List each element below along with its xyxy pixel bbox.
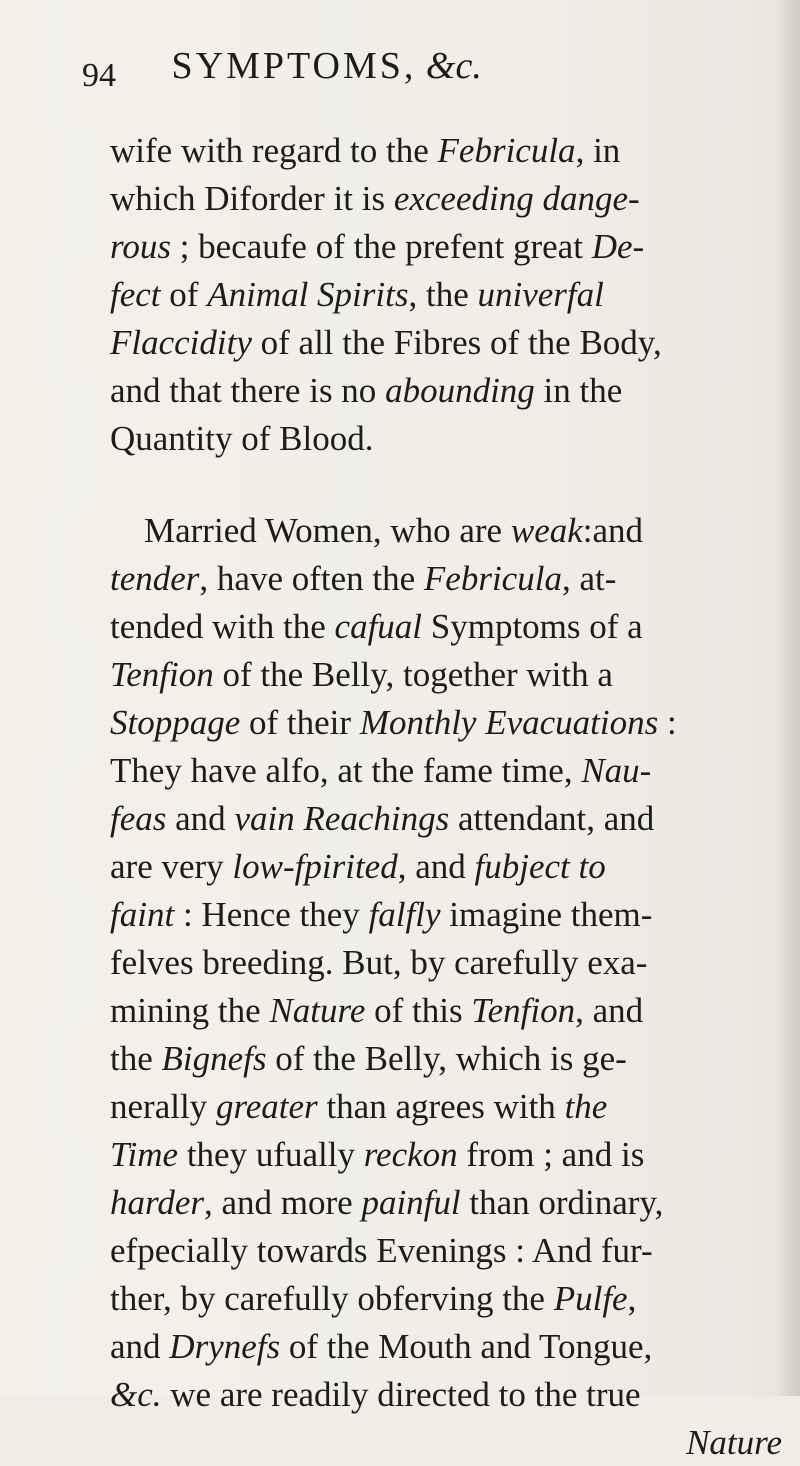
italic-text: harder — [110, 1183, 204, 1222]
italic-text: fubject to — [474, 847, 606, 886]
text-run: mining the — [110, 991, 270, 1030]
text-run: tended with the — [110, 607, 335, 646]
italic-text: falfly — [368, 895, 441, 934]
text-run: ther, by carefully obferving the — [110, 1279, 554, 1318]
text-line — [110, 368, 782, 414]
italic-text: Animal Spirits — [207, 275, 409, 314]
text-run: in the — [534, 371, 623, 410]
text-run: ; becaufe of the prefent great — [170, 227, 592, 266]
text-run: , — [627, 1279, 637, 1318]
italic-text: Bignefs — [161, 1039, 267, 1078]
text-line — [110, 892, 782, 938]
page-number: 94 — [82, 57, 116, 94]
text-run: nerally — [110, 1087, 216, 1126]
italic-text: Time — [110, 1135, 179, 1174]
text-line — [110, 1228, 782, 1274]
italic-text: Nau- — [581, 751, 652, 790]
text-run: efpecially towards Evenings : And fur- — [110, 1231, 653, 1270]
italic-text: abounding — [385, 371, 535, 410]
text-run: , and more — [203, 1183, 362, 1222]
text-line — [110, 1132, 782, 1178]
text-run: , and — [397, 847, 475, 886]
italic-text: tender — [110, 559, 200, 598]
text-run: from ; and is — [457, 1135, 645, 1174]
text-run: , at- — [561, 559, 617, 598]
italic-text: feas — [110, 799, 167, 838]
text-line — [110, 556, 782, 602]
text-run: of the Mouth and Tongue, — [280, 1327, 653, 1366]
text-line — [110, 1180, 782, 1226]
italic-text: Tenfion — [471, 991, 576, 1030]
text-run: the — [110, 1039, 162, 1078]
text-run: : Hence they — [174, 895, 369, 934]
italic-text: Monthly Evacuations — [359, 703, 659, 742]
text-run: , have often the — [199, 559, 424, 598]
text-run: felves breeding. But, by carefully exa- — [110, 943, 648, 982]
text-run: imagine them- — [440, 895, 653, 934]
italic-text: fect — [110, 275, 161, 314]
italic-text: univerfal — [477, 275, 604, 314]
text-line — [110, 988, 782, 1034]
text-line — [110, 176, 782, 222]
italic-text: Febricula — [423, 559, 562, 598]
italic-text: vain Reachings — [234, 799, 450, 838]
italic-text: &c. — [110, 1375, 162, 1414]
text-run: of all the Fibres of the Body, — [251, 323, 662, 362]
text-run: , the — [408, 275, 478, 314]
text-line — [110, 128, 782, 174]
text-run: and — [166, 799, 235, 838]
text-line — [110, 940, 782, 986]
text-run: than ordinary, — [460, 1183, 664, 1222]
italic-text: Nature — [269, 991, 366, 1030]
text-run: which Diforder it is — [110, 179, 394, 218]
italic-text: Flaccidity — [110, 323, 252, 362]
text-run: Symptoms of a — [422, 607, 643, 646]
italic-text: Nature — [686, 1423, 782, 1462]
italic-text: exceeding dange- — [393, 179, 640, 218]
italic-text: rous — [110, 227, 171, 266]
text-line — [110, 1372, 782, 1418]
text-run: and that there is no — [110, 371, 386, 410]
text-run: : — [658, 703, 677, 742]
text-line — [110, 796, 782, 842]
text-run: are very — [110, 847, 233, 886]
text-run: attendant, and — [449, 799, 655, 838]
text-line — [110, 1276, 782, 1322]
italic-text: faint — [110, 895, 175, 934]
text-line — [110, 1084, 782, 1130]
italic-text: reckon — [363, 1135, 458, 1174]
text-line — [110, 1420, 782, 1466]
text-line — [110, 748, 782, 794]
running-title-suffix: &c. — [425, 45, 482, 87]
italic-text: Tenfion — [110, 655, 214, 694]
text-run: of the Belly, together with a — [213, 655, 613, 694]
italic-text: cafual — [334, 607, 423, 646]
text-line — [110, 844, 782, 890]
italic-text: low-fpirited — [232, 847, 398, 886]
text-run: we are readily directed to the true — [161, 1375, 641, 1414]
text-line — [110, 1324, 782, 1370]
italic-text: painful — [361, 1183, 461, 1222]
text-run: than agrees with — [317, 1087, 565, 1126]
text-line — [110, 320, 782, 366]
italic-text: greater — [215, 1087, 318, 1126]
text-run: of — [160, 275, 208, 314]
text-line — [110, 272, 782, 318]
text-run: , in — [575, 131, 621, 170]
text-run: of the Belly, which is ge- — [266, 1039, 627, 1078]
italic-text: Stoppage — [110, 703, 241, 742]
italic-text: weak — [510, 511, 583, 550]
italic-text: Drynefs — [169, 1327, 281, 1366]
text-run: :and — [582, 511, 644, 550]
text-run: wife with regard to the — [110, 131, 438, 170]
italic-text: Pulfe — [553, 1279, 628, 1318]
text-run: of this — [365, 991, 472, 1030]
text-line — [110, 700, 782, 746]
text-run: they ufually — [178, 1135, 364, 1174]
text-run: of their — [240, 703, 360, 742]
text-line — [110, 224, 782, 270]
text-line — [110, 652, 782, 698]
italic-text: Febricula — [437, 131, 576, 170]
text-line — [110, 416, 710, 462]
text-run: and — [110, 1327, 170, 1366]
text-run: Married Women, who are — [144, 511, 511, 550]
italic-text: the — [564, 1087, 608, 1126]
text-run: , and — [575, 991, 644, 1030]
text-line — [144, 508, 782, 554]
text-run: They have alfo, at the fame time, — [110, 751, 582, 790]
text-line — [110, 1036, 782, 1082]
running-title: SYMPTOMS, — [171, 45, 417, 87]
text-line — [110, 604, 782, 650]
text-run: Quantity of Blood. — [110, 419, 374, 458]
italic-text: De- — [591, 227, 645, 266]
running-head — [82, 44, 782, 104]
